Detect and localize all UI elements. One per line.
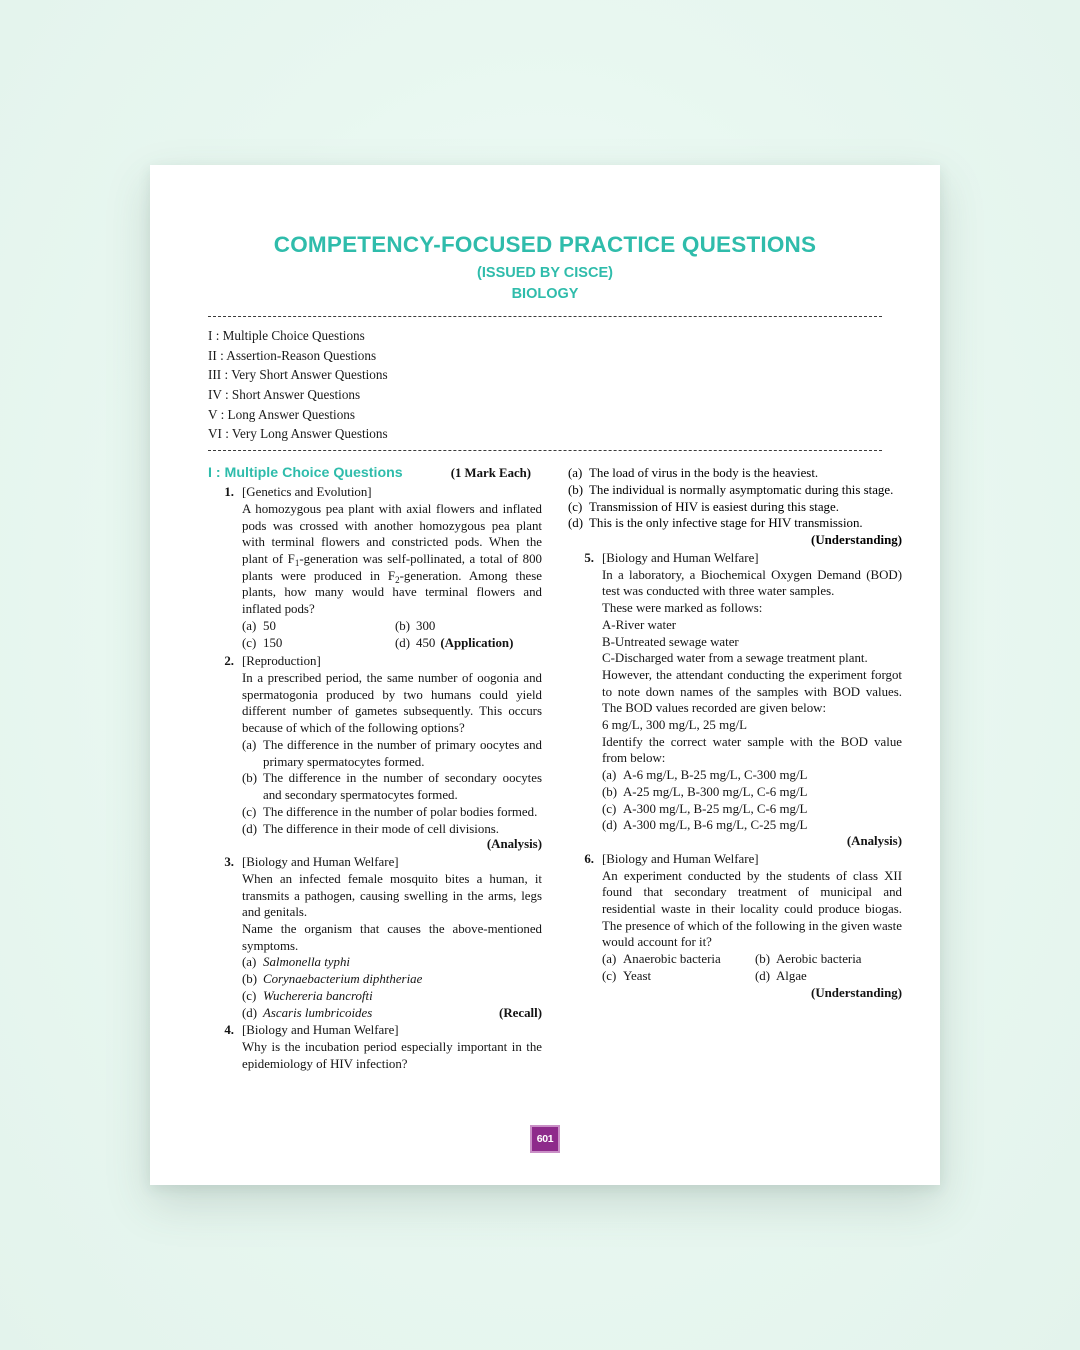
option-d[interactable]: [395, 635, 542, 652]
question-stem-part-1: When an infected female mosquito bites a human, it transmits a pathogen, causing swelling in the arms, legs and genitals.: [242, 871, 542, 920]
option-label: (a): [602, 952, 617, 967]
question-number: 2.: [224, 654, 234, 669]
skill-tag: (Understanding): [811, 985, 902, 1000]
option-b[interactable]: [242, 770, 542, 804]
option-label: (b): [568, 482, 584, 497]
toc-item-4: IV : Short Answer Questions: [208, 387, 361, 403]
divider-bottom: [208, 450, 882, 451]
option-c[interactable]: [602, 968, 749, 985]
option-text: A-25 mg/L, B-300 mg/L, C-6 mg/L: [623, 784, 808, 799]
option-label: (b): [242, 771, 258, 786]
question-4-options: [568, 465, 902, 549]
option-label: (c): [602, 969, 617, 984]
stem-part-1: A homozygous pea plant with axial flowers and inflated pods was crossed with another homozygous pea plant with terminal flowers and constricted pods. When the plant of F: [242, 501, 542, 566]
option-label: (d): [755, 969, 771, 984]
option-text: [589, 515, 902, 549]
option-b[interactable]: [395, 618, 542, 635]
stem-part-2: -generation was self-pollinated, a total of 800 plants were produced in F: [242, 551, 542, 583]
question-stem-part-2: These were marked as follows:: [602, 601, 763, 616]
option-text: 50: [263, 618, 276, 633]
option-text: The load of virus in the body is the heaviest.: [589, 466, 819, 481]
toc-item-6: VI : Very Long Answer Questions: [208, 426, 388, 442]
option-b[interactable]: [602, 784, 902, 801]
option-text: The individual is normally asymptomatic during this stage.: [589, 482, 894, 497]
sample-c: C-Discharged water from a sewage treatment plant.: [602, 651, 868, 666]
option-label: (a): [568, 466, 583, 481]
question-body: [602, 851, 902, 1001]
question-topic-tag: [Biology and Human Welfare]: [242, 855, 399, 870]
option-c[interactable]: [242, 635, 389, 652]
question-topic-tag: [Biology and Human Welfare]: [602, 851, 759, 866]
option-label: (d): [242, 821, 258, 836]
option-text: The difference in the number of secondary oocytes and secondary spermatocytes formed.: [263, 771, 542, 803]
option-a[interactable]: [602, 951, 749, 968]
option-b[interactable]: [242, 971, 542, 988]
question-number: 3.: [224, 855, 234, 870]
question-number: 1.: [224, 485, 234, 500]
option-b[interactable]: [568, 482, 902, 499]
option-a[interactable]: [242, 954, 542, 971]
page-content: [208, 231, 902, 1155]
question-options: [242, 618, 542, 653]
option-label: (c): [568, 499, 583, 514]
option-label: (c): [242, 804, 257, 819]
option-d[interactable]: [242, 821, 542, 838]
document-subtitle: (ISSUED BY CISCE): [477, 265, 613, 282]
option-text: 300: [416, 618, 436, 633]
option-label: (b): [395, 618, 411, 633]
option-d[interactable]: [755, 968, 902, 985]
option-text: Yeast: [623, 969, 652, 984]
option-c[interactable]: [242, 804, 542, 821]
sample-a: A-River water: [602, 617, 677, 632]
option-a[interactable]: [602, 767, 902, 784]
option-d[interactable]: [568, 515, 902, 549]
option-text: 150: [263, 636, 283, 651]
question-stem: Why is the incubation period especially important in the epidemiology of HIV infection?: [242, 1040, 542, 1071]
toc-item-5: V : Long Answer Questions: [208, 406, 356, 422]
option-label: (c): [242, 636, 257, 651]
question-3: [208, 854, 542, 1021]
toc-item-2: II : Assertion-Reason Questions: [208, 347, 377, 363]
question-body: [242, 1022, 542, 1072]
page-footer: [208, 1125, 882, 1153]
section-header: [208, 465, 542, 481]
question-options: [242, 737, 542, 853]
question-stem-part-4: Identify the correct water sample with the BOD value from below:: [602, 734, 902, 766]
option-b[interactable]: [755, 951, 902, 968]
question-number: 5.: [584, 550, 594, 565]
question-options: [602, 767, 902, 850]
question-stem-part-3: However, the attendant conducting the experiment forgot to note down names of the samples with BOD values. The BOD values recorded are given below:: [602, 667, 902, 716]
section-marks: (1 Mark Each): [450, 466, 532, 481]
option-c[interactable]: [602, 801, 902, 818]
question-stem: [242, 501, 542, 618]
question-stem: An experiment conducted by the students of class XII found that secondary treatment of municipal and residential waste in their locality could produce biogas. The presence of which of the following in the given waste would account for it?: [602, 868, 902, 950]
question-topic-tag: [Biology and Human Welfare]: [602, 550, 759, 565]
question-options: [602, 951, 902, 986]
question-body: [242, 653, 542, 853]
option-text: Corynaebacterium diphtheriae: [263, 972, 423, 987]
option-text: A-300 mg/L, B-6 mg/L, C-25 mg/L: [623, 818, 808, 833]
question-number: 4.: [224, 1023, 234, 1038]
question-6: [568, 851, 902, 1001]
option-a[interactable]: [242, 737, 542, 771]
question-topic-tag: [Genetics and Evolution]: [242, 485, 372, 500]
question-number: 6.: [584, 851, 594, 866]
question-5: [568, 550, 902, 850]
option-label: (d): [602, 818, 618, 833]
option-label: (d): [242, 1005, 258, 1020]
skill-tag: (Application): [440, 636, 514, 651]
section-heading: I : Multiple Choice Questions: [208, 465, 403, 482]
option-label: (d): [568, 516, 584, 531]
toc-item-3: III : Very Short Answer Questions: [208, 367, 388, 383]
option-text: Ascaris lumbricoides: [263, 1005, 373, 1020]
option-a[interactable]: [568, 465, 902, 482]
page-number-badge: 601: [530, 1125, 560, 1153]
divider-top: [208, 316, 882, 317]
option-text: The difference in the number of primary oocytes and primary spermatocytes formed.: [263, 737, 542, 769]
sample-b: B-Untreated sewage water: [602, 634, 739, 649]
option-a[interactable]: [242, 618, 389, 635]
option-d[interactable]: [242, 1005, 542, 1022]
option-c[interactable]: [242, 988, 542, 1005]
question-2: [208, 653, 542, 853]
subscript-2: 2: [395, 574, 400, 585]
option-text: Algae: [776, 969, 807, 984]
document-page: [150, 165, 940, 1185]
option-text: Salmonella typhi: [263, 955, 350, 970]
question-stem: In a prescribed period, the same number of oogonia and spermatogonia produced by two humans could yield different number of gametes subsequently. This occurs because of which of the following options?: [242, 671, 542, 736]
option-label: (a): [602, 768, 617, 783]
option-d[interactable]: [602, 817, 902, 834]
option-text: The difference in the number of polar bodies formed.: [263, 804, 538, 819]
option-label: (c): [242, 988, 257, 1003]
skill-tag: (Analysis): [486, 837, 542, 852]
option-label: (c): [602, 801, 617, 816]
toc-item-1: I : Multiple Choice Questions: [208, 328, 365, 344]
skill-tag: (Recall): [499, 1005, 542, 1020]
column-left: [208, 465, 542, 1072]
document-subject: BIOLOGY: [511, 286, 579, 303]
subscript-1: 1: [294, 557, 300, 568]
option-text: Aerobic bacteria: [776, 952, 862, 967]
question-columns: [208, 465, 902, 1072]
option-text: A-300 mg/L, B-25 mg/L, C-6 mg/L: [623, 801, 808, 816]
option-text: A-6 mg/L, B-25 mg/L, C-300 mg/L: [623, 768, 808, 783]
option-text-inner: This is the only infective stage for HIV transmission.: [589, 516, 863, 531]
option-label: (a): [242, 737, 257, 752]
question-topic-tag: [Biology and Human Welfare]: [242, 1023, 399, 1038]
question-body: [602, 550, 902, 850]
option-label: (b): [602, 784, 618, 799]
question-4: [208, 1022, 542, 1072]
option-text: The difference in their mode of cell divisions.: [263, 821, 500, 836]
page-title: COMPETENCY-FOCUSED PRACTICE QUESTIONS: [273, 232, 817, 257]
skill-tag: (Analysis): [846, 834, 902, 849]
option-label: (b): [755, 952, 771, 967]
table-of-contents: [208, 326, 882, 444]
option-c[interactable]: [568, 499, 902, 516]
document-header: [208, 231, 882, 302]
question-1: [208, 484, 542, 652]
option-label: (d): [395, 636, 411, 651]
question-options: [242, 954, 542, 1021]
stem-part-3: -generation. Among these plants, how many would have terminal flowers and inflated pods?: [242, 568, 543, 617]
option-text: Wuchereria bancrofti: [263, 988, 373, 1003]
column-right: [568, 465, 902, 1001]
option-text: 450: [416, 636, 436, 651]
option-label: (b): [242, 972, 258, 987]
option-text: Transmission of HIV is easiest during this stage.: [589, 499, 839, 514]
question-stem-part-1: In a laboratory, a Biochemical Oxygen Demand (BOD) test was conducted with three water samples.: [602, 567, 902, 599]
option-label: (a): [242, 618, 257, 633]
question-body: [242, 484, 542, 652]
skill-tag: (Understanding): [811, 533, 902, 548]
question-stem-part-2: Name the organism that causes the above-mentioned symptoms.: [242, 921, 542, 953]
option-label: (a): [242, 955, 257, 970]
question-topic-tag: [Reproduction]: [242, 654, 321, 669]
question-body: [242, 854, 542, 1021]
option-text: Anaerobic bacteria: [623, 952, 721, 967]
bod-values: 6 mg/L, 300 mg/L, 25 mg/L: [602, 718, 748, 733]
